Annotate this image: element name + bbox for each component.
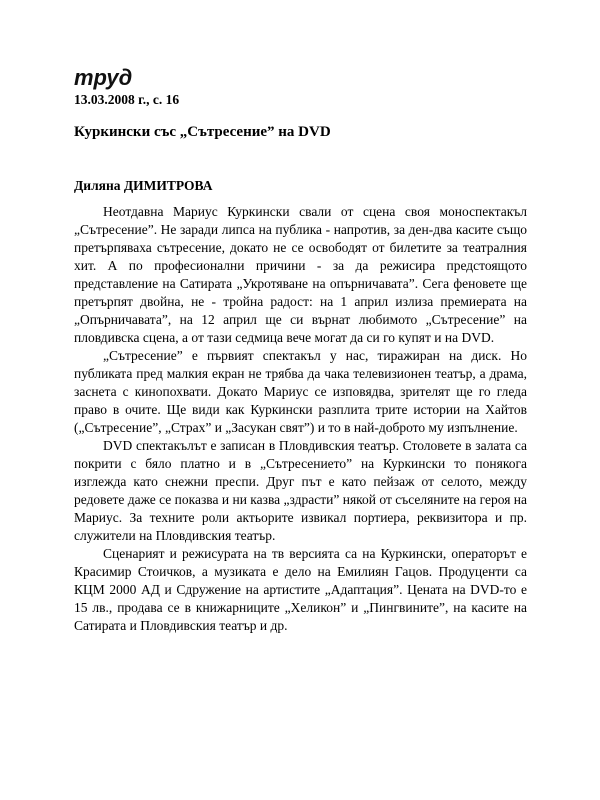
publication-dateline: 13.03.2008 г., с. 16 xyxy=(74,92,180,107)
article-paragraph: „Сътресение” е първият спектакъл у нас, тиражиран на диск. Но публиката пред малкия екран не трябва да чака телевизионен театър, а драма, заснета с кинопохвати. Докато Мариус се изповядва, зрителят ще го гледа право в очите. Ще види как Куркински разплита трите истории на Хайтов („Сътресение”, „Страх” и „Засукан свят”) и то в най-доброто му изпълнение. xyxy=(74,348,527,435)
article-paragraph: Сценарият и режисурата на тв версията са на Куркински, операторът е Красимир Стоичков, а музиката е дело на Емилиян Гацов. Продуценти са КЦМ 2000 АД и Сдружение на артистите „Адаптация”. Цената на DVD-то е 15 лв., продава се в книжарниците „Хеликон” и „Пингвините”, на касите на Сатирата и Пловдивския театър и др. xyxy=(74,546,527,633)
article-body xyxy=(74,203,527,635)
trud-logo-text: труд xyxy=(74,66,133,90)
article-author: Диляна ДИМИТРОВА xyxy=(74,178,213,193)
article-paragraph: DVD спектакълът е записан в Пловдивския театър. Столовете в залата са покрити с бяло платно и в „Сътресението” на Куркински то понякога изглежда като снежни преспи. Друг път е като пейзаж от селото, между редовете даже се показва и ни казва „здрасти” някой от съселяните на героя на Мариус. За техните роли актьорите извикал портиера, реквизитора и пр. служители на Пловдивския театър. xyxy=(74,438,527,543)
trud-logo xyxy=(74,66,138,90)
article-title: Куркински със „Сътресение” на DVD xyxy=(74,124,331,140)
article-paragraph: Неотдавна Мариус Куркински свали от сцена своя моноспектакъл „Сътресение”. Не заради липса на публика - напротив, за ден-два касите също претърпяваха сътресение, докато не се освободят от билетите за театралния хит. А по професионални причини - за да режисира предстоящото представление на Сатирата „Укротяване на опърничавата”. Сега феновете ще претърпят двойна, не - тройна радост: на 1 април излиза премиерата на „Опърничавата”, на 12 април ще си върнат любимото „Сътресение” на пловдивска сцена, а от тази седмица вече могат да си го купят и на DVD. xyxy=(74,204,527,345)
